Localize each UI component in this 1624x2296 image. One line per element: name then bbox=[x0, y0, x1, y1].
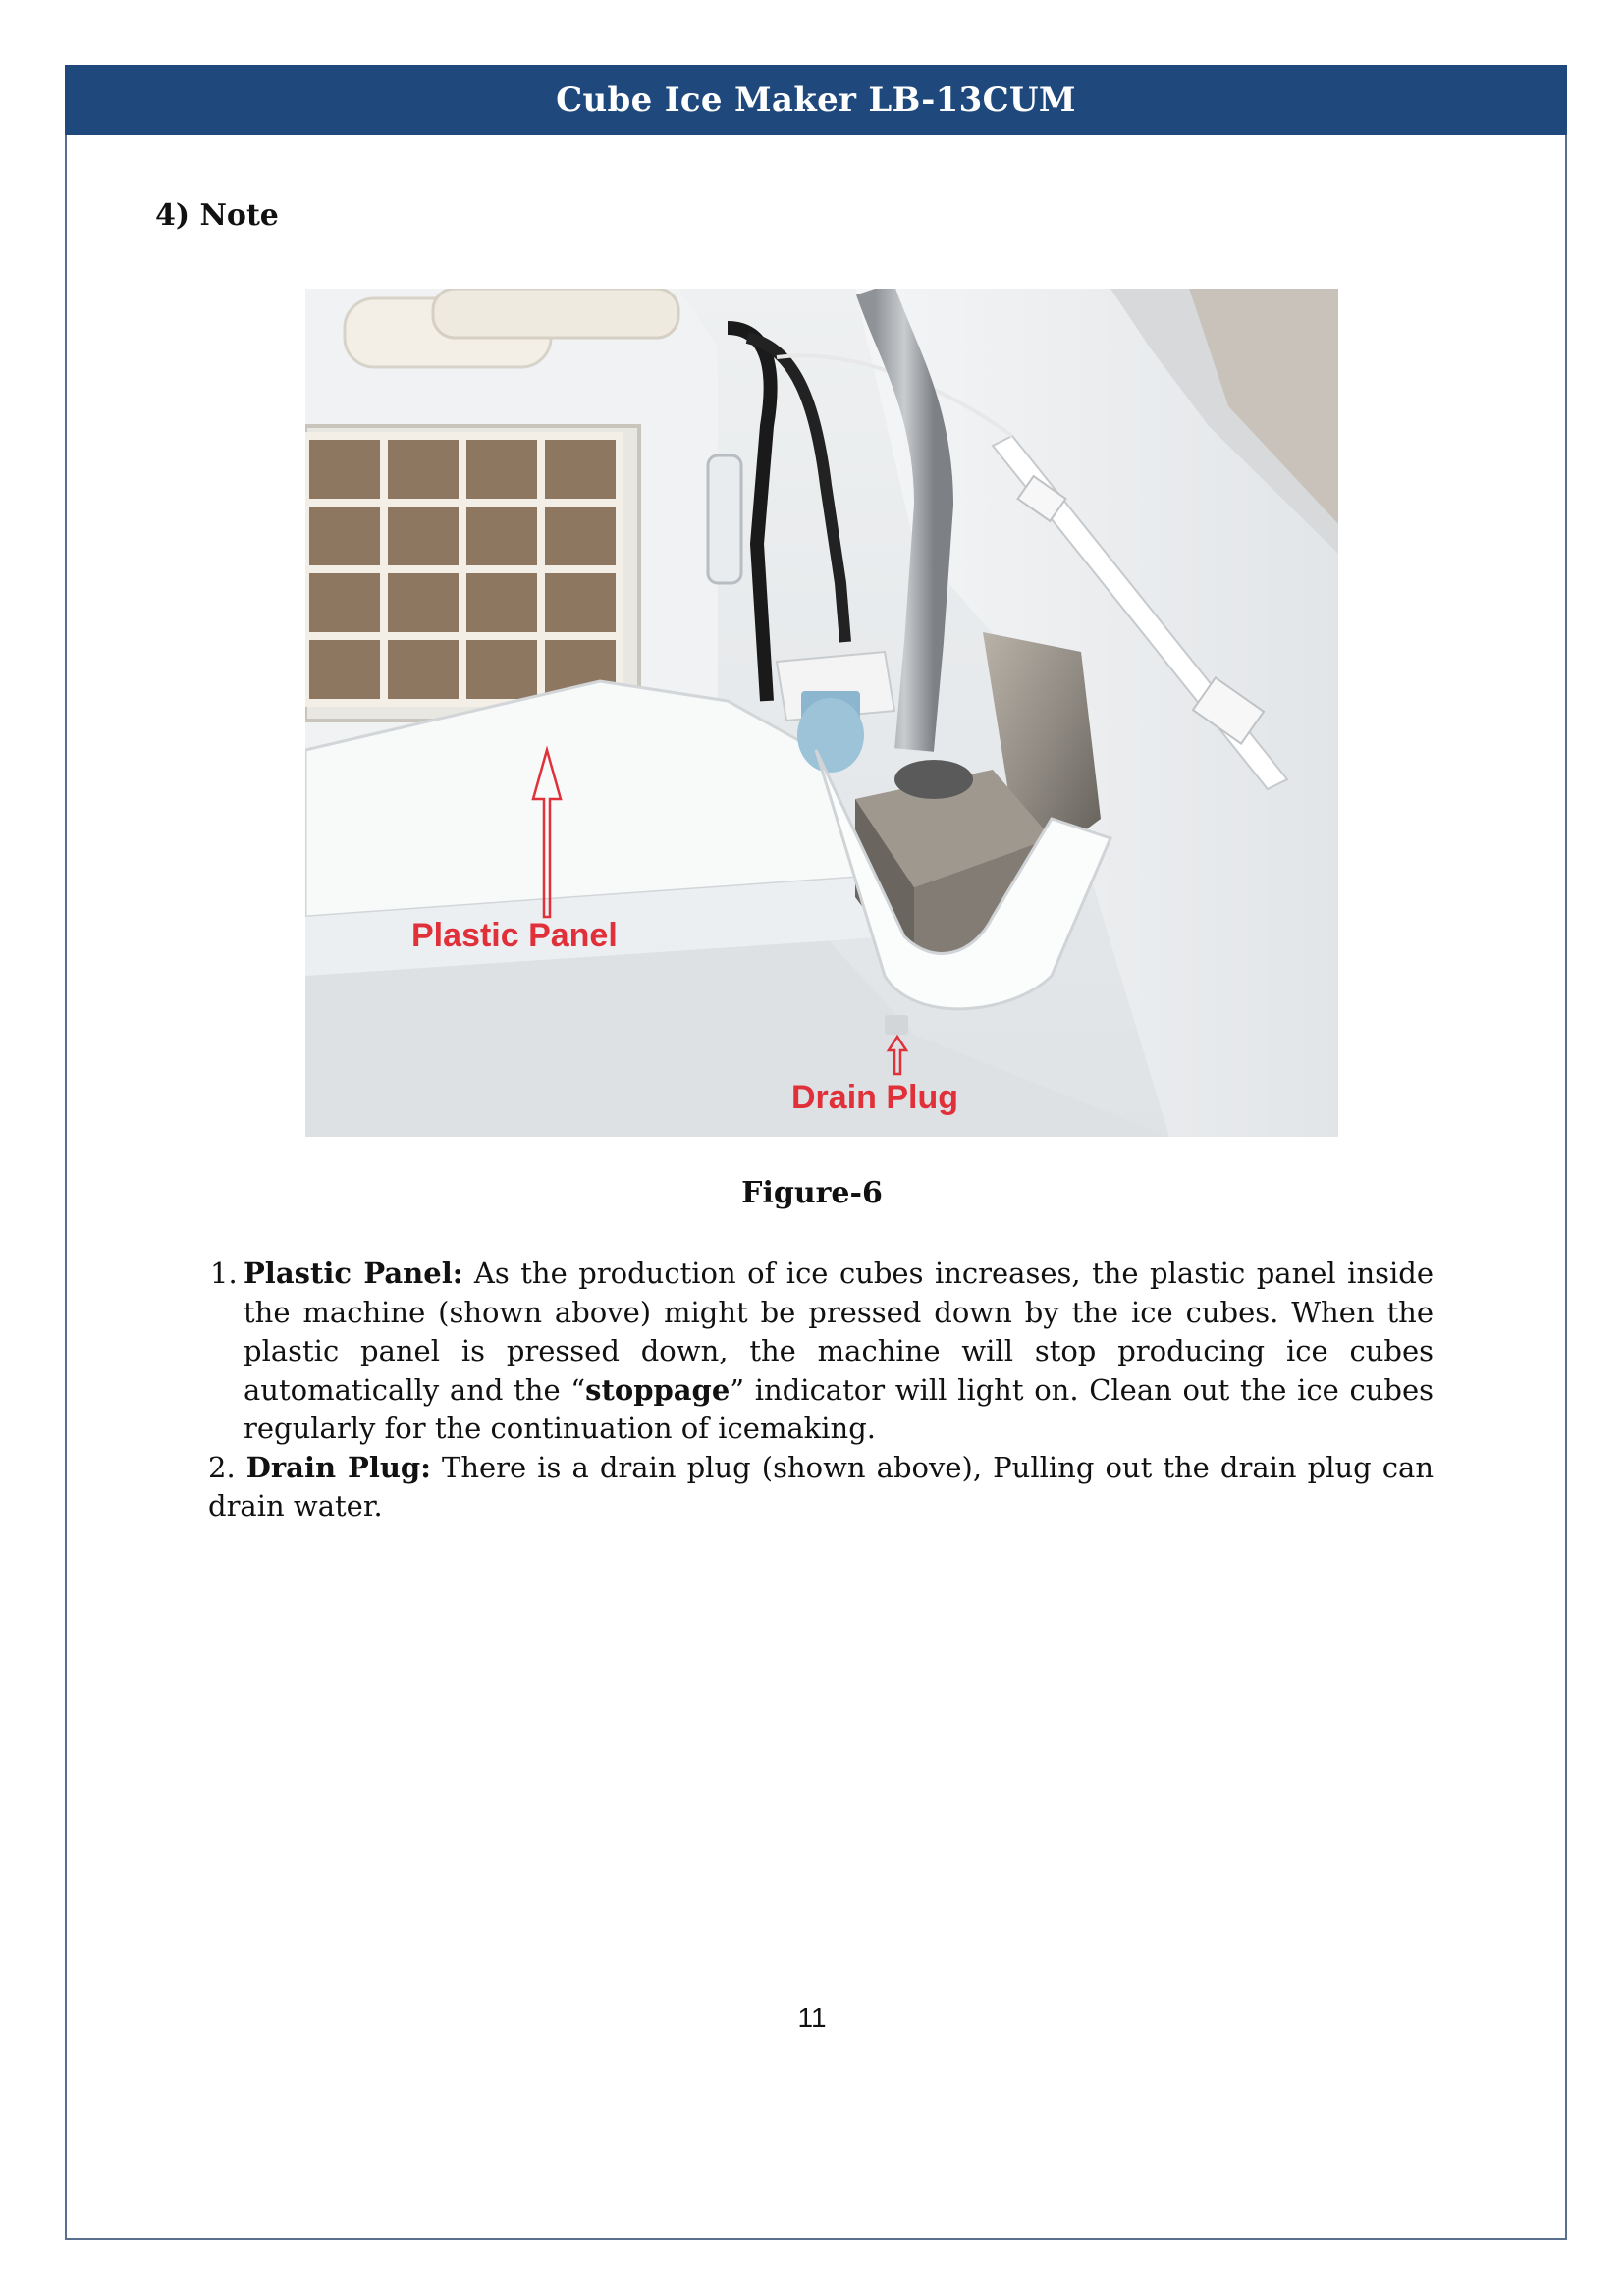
section-heading: 4) Note bbox=[155, 198, 279, 233]
figure-caption: Figure-6 bbox=[741, 1176, 883, 1210]
note-text: ” indicator will light on. Clean out the ice cubes regularly for the continuation of icemaking. bbox=[244, 1372, 1434, 1445]
note-number: 1. bbox=[210, 1256, 238, 1290]
header-bar bbox=[65, 65, 1567, 135]
notes-list bbox=[206, 1255, 1434, 1526]
page-number: 11 bbox=[797, 2002, 827, 2033]
drain-plug-label: Drain Plug bbox=[791, 1079, 959, 1116]
page-title: Cube Ice Maker LB-13CUM bbox=[556, 80, 1076, 120]
note-term: Drain Plug: bbox=[245, 1450, 431, 1484]
note-item-plastic-panel bbox=[206, 1255, 1434, 1449]
note-body bbox=[244, 1255, 1434, 1449]
note-emphasis: stoppage bbox=[585, 1372, 731, 1407]
note-number: 2. bbox=[208, 1450, 236, 1484]
note-term: Plastic Panel: bbox=[244, 1256, 463, 1290]
note-text: There is a drain plug (shown above), Pulling out the drain plug can drain water. bbox=[208, 1450, 1434, 1522]
plastic-panel-label: Plastic Panel bbox=[411, 917, 618, 954]
ice-maker-photo bbox=[305, 289, 1338, 1137]
note-item-drain-plug bbox=[206, 1449, 1434, 1526]
note-text: As the production of ice cubes increases, the plastic panel inside the machine (shown above) might be pressed down by the ice cubes. When the plastic panel is pressed down, the machine will stop producing ice cubes automatically and the “ bbox=[244, 1256, 1435, 1407]
note-body bbox=[208, 1449, 1434, 1526]
